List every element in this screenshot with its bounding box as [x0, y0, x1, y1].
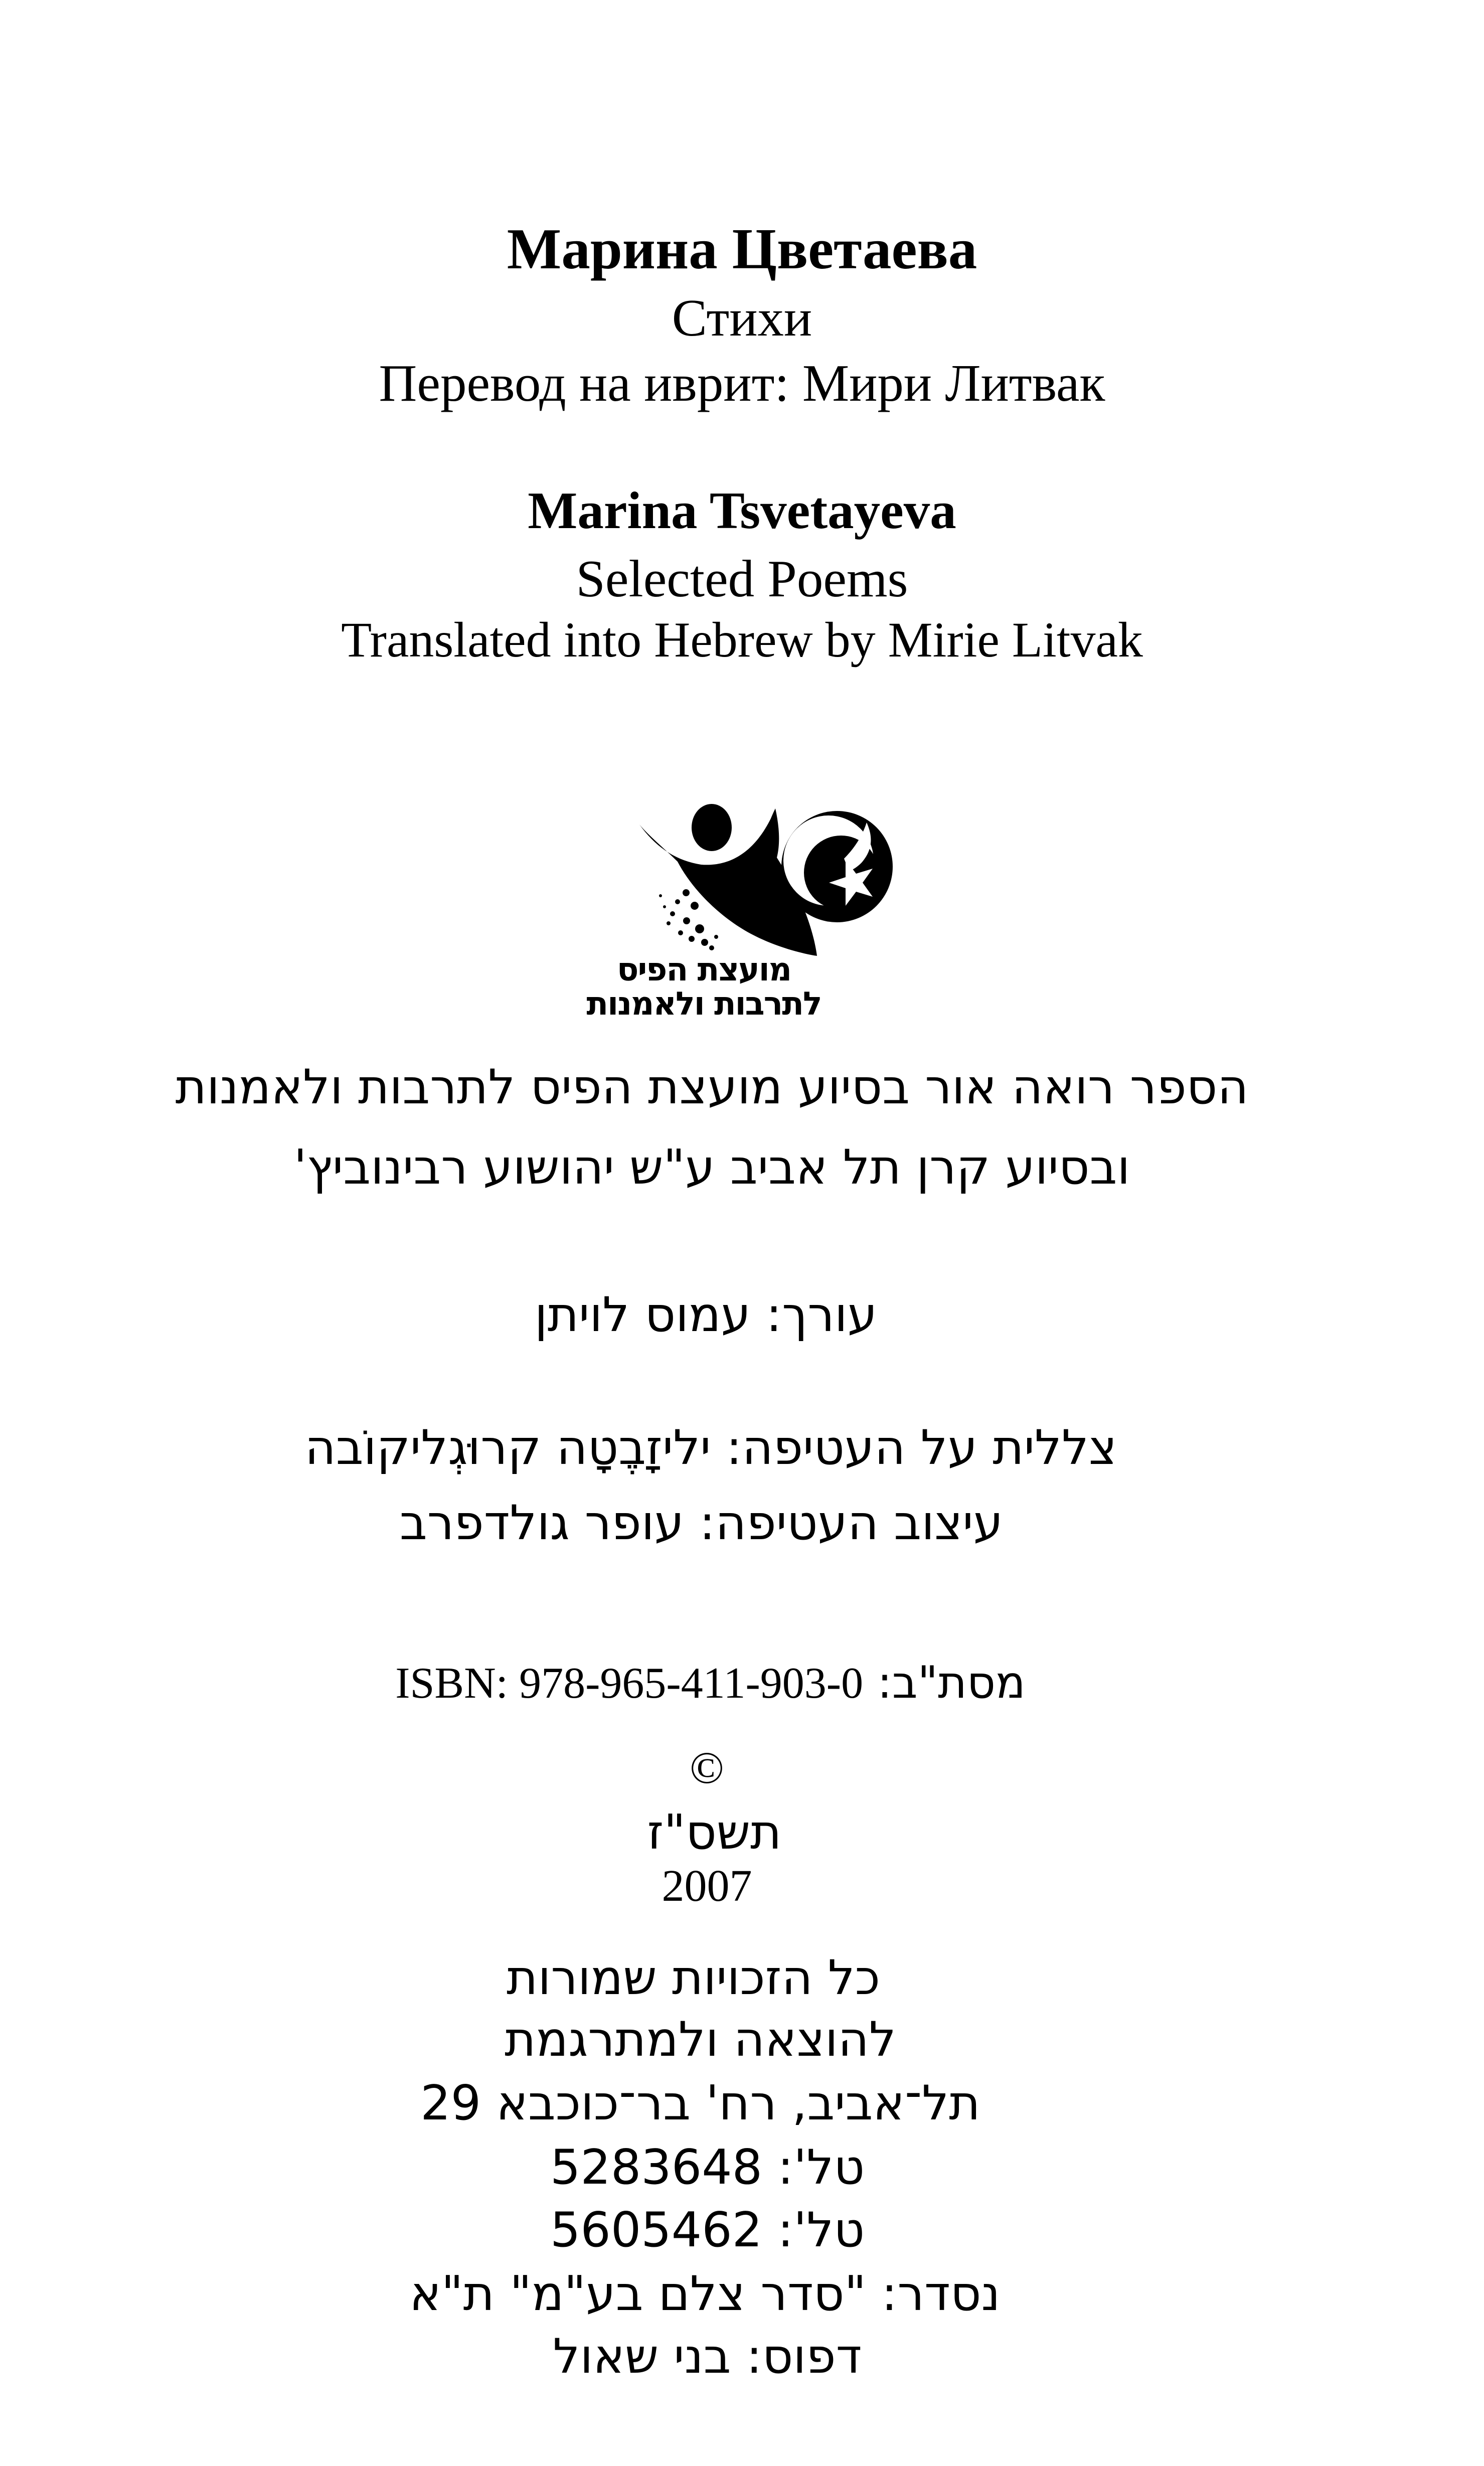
- isbn-line: [0, 1655, 1452, 1711]
- payis-logo: [0, 801, 1484, 960]
- russian-author: Марина Цветаева: [507, 217, 977, 281]
- russian-title: Стихи: [672, 288, 812, 347]
- support-note-line1: הספר רואה אור בסיוע מועצת הפיס לתרבות ולאמנות: [175, 1060, 1249, 1115]
- isbn-value: ISBN: 978-965-411-903-0: [395, 1659, 864, 1708]
- hebrew-year: תשס"ז: [647, 1805, 782, 1860]
- english-translation-credit: Translated into Hebrew by Mirie Litvak: [341, 612, 1143, 668]
- printing-credit: דפוס: בני שאול: [553, 2329, 862, 2384]
- russian-translation-credit: Перевод на иврит: Мири Литвак: [379, 354, 1105, 412]
- editor-credit: עורך: עמוס לויתן: [534, 1287, 878, 1343]
- phone-number-2: 5605462: [550, 2203, 763, 2258]
- support-note-line2: ובסיוע קרן תל אביב ע"ש יהושוע רבינוביץ': [293, 1140, 1130, 1195]
- phone-line-2: [0, 2201, 1449, 2260]
- phone-line-1: [0, 2138, 1449, 2198]
- english-author: Marina Tsvetayeva: [528, 481, 956, 540]
- payis-logo-caption-line2: לתרבות ולאמנות: [586, 985, 821, 1023]
- cover-design-credit: עיצוב העטיפה: עופר גולדפרב: [399, 1496, 1004, 1551]
- payis-logo-caption: [0, 953, 1446, 1021]
- address-line: תל־אביב, רח' בר־כוכבא 29: [420, 2076, 980, 2131]
- payis-logo-caption-line1: מועצת הפיס: [616, 951, 791, 989]
- tel-label: טל':: [777, 2140, 865, 2195]
- english-title: Selected Poems: [576, 549, 908, 608]
- payis-logo-graphic: [638, 801, 894, 957]
- phone-number-1: 5283648: [550, 2140, 763, 2195]
- cover-silhouette-credit: צללית על העטיפה: יליזָבֶטָה קרוּגְליקוֹבה: [304, 1420, 1117, 1475]
- support-note: [0, 1047, 1454, 1208]
- copyright-symbol: ©: [690, 1743, 724, 1793]
- rights-line-2: להוצאה ולמתרגמת: [505, 2012, 896, 2067]
- isbn-hebrew-label: מסת"ב:: [877, 1657, 1026, 1708]
- typesetting-credit: נסדר: "סדר צלם בע"מ" ת"א: [409, 2266, 1001, 2322]
- tel-label: טל':: [777, 2203, 865, 2258]
- rights-line-1: כל הזכויות שמורות: [507, 1950, 880, 2006]
- crescent-star-disc-icon: [781, 811, 893, 922]
- gregorian-year: 2007: [662, 1861, 752, 1911]
